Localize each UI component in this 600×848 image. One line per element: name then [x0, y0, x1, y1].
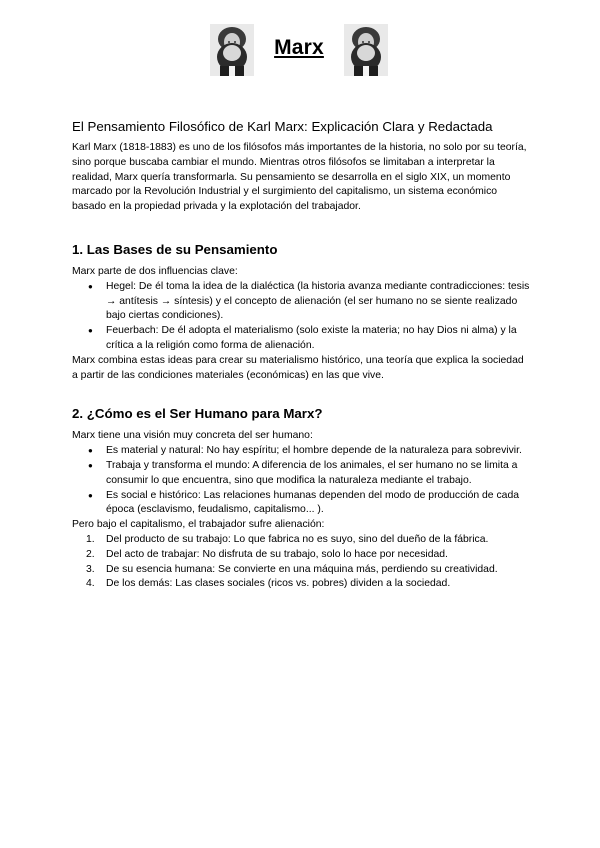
section-1-heading: 1. Las Bases de su Pensamiento [72, 241, 278, 257]
list-item-text: Del acto de trabajar: No disfruta de su trabajo, solo lo hace por necesidad. [106, 548, 448, 560]
list-item: ● Feuerbach: De él adopta el materialismo (solo existe la materia; no hay Dios ni alma) y la crítica a la religión como forma de alienación. [106, 324, 532, 354]
document-header [0, 24, 600, 80]
list-item: ● Hegel: De él toma la idea de la dialéctica (la historia avanza mediante contradicciones: tesis → antítesis → síntesis) y el concepto de alienación (el ser humano no se siente realizado bajo ciertas condiciones). [106, 280, 532, 324]
document-subtitle: El Pensamiento Filosófico de Karl Marx: Explicación Clara y Redactada [72, 119, 493, 134]
list-number: 4. [86, 578, 95, 590]
list-number: 1. [86, 533, 95, 545]
list-number: 3. [86, 563, 95, 575]
intro-paragraph: Karl Marx (1818-1883) es uno de los filósofos más importantes de la historia, no solo por su teoría, sino porque buscaba cambiar el mundo. Mientras otros filósofos se limitaban a interpretar la realidad, Marx quería transformarla. Su pensamiento se desarrolla en el siglo XIX, un momento marcado por la Revolución Industrial y el surgimiento del capitalismo, un sistema económico basado en la propiedad privada y la explotación del trabajador. [72, 142, 527, 213]
list-item-text: Del producto de su trabajo: Lo que fabrica no es suyo, sino del dueño de la fábrica. [106, 533, 489, 545]
section-1-closing: Marx combina estas ideas para crear su materialismo histórico, una teoría que explica la sociedad a partir de las condiciones materiales (económicas) en las que vive. [72, 354, 524, 381]
list-item [86, 577, 532, 592]
list-item [86, 563, 532, 578]
document-body [72, 118, 532, 592]
list-item-text: De su esencia humana: Se convierte en una máquina más, perdiendo su creatividad. [106, 563, 498, 575]
list-item [86, 533, 532, 548]
alienation-numbered-list [72, 533, 532, 592]
list-item: ● Es social e histórico: Las relaciones humanas dependen del modo de producción de cada época (esclavismo, feudalismo, capitalismo... ). [106, 489, 532, 519]
marx-portrait-left [210, 24, 254, 76]
list-item: ● Es material y natural: No hay espíritu; el hombre depende de la naturaleza para sobrevivir. [106, 444, 532, 459]
section-2-lead: Marx tiene una visión muy concreta del ser humano: [72, 430, 313, 442]
section-1-bullet-list [72, 280, 532, 354]
section-2-heading: 2. ¿Cómo es el Ser Humano para Marx? [72, 406, 323, 422]
list-item [86, 548, 532, 563]
page-title: Marx [274, 36, 324, 59]
section-1-lead: Marx parte de dos influencias clave: [72, 265, 238, 277]
list-item: ● Trabaja y transforma el mundo: A diferencia de los animales, el ser humano no se limita a consumir lo que encuentra, sino que modifica la naturaleza mediante el trabajo. [106, 459, 532, 489]
list-item-text: De los demás: Las clases sociales (ricos vs. pobres) dividen a la sociedad. [106, 578, 451, 590]
list-number: 2. [86, 548, 95, 560]
alienation-lead: Pero bajo el capitalismo, el trabajador sufre alienación: [72, 519, 325, 531]
section-2-bullet-list [72, 444, 532, 518]
marx-portrait-right [344, 24, 388, 76]
